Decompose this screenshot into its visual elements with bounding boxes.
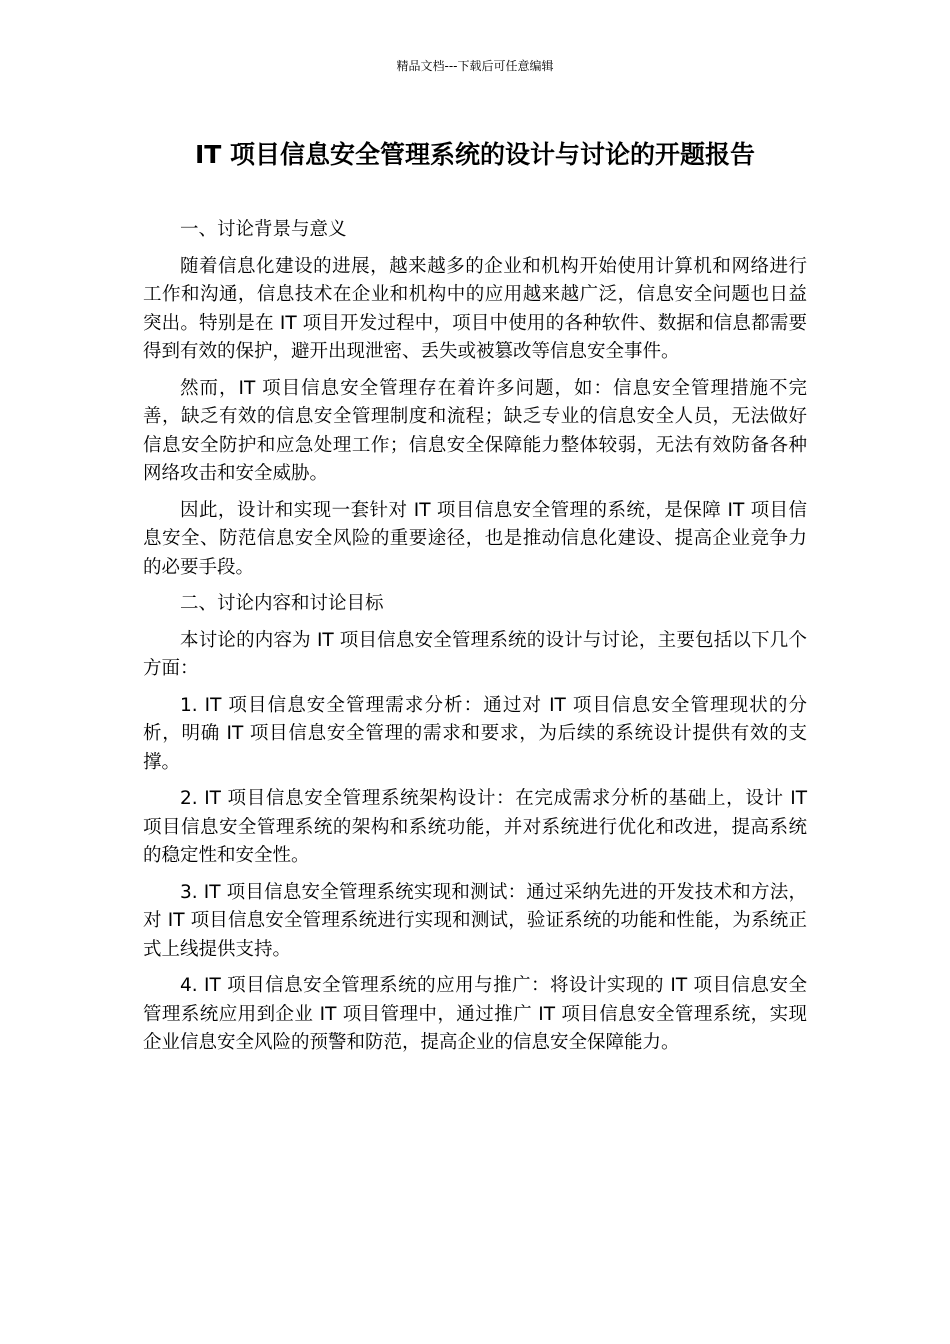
document-title: IT 项目信息安全管理系统的设计与讨论的开题报告	[194, 140, 756, 169]
paragraph-background-2: 然而，IT 项目信息安全管理存在着许多问题，如：信息安全管理措施不完善，缺乏有效的信息安全管理制度和流程；缺乏专业的信息安全人员，无法做好信息安全防护和应急处理工作；信息安全保障能力整体较弱，无法有效防备各种网络攻击和安全威胁。	[143, 377, 807, 484]
paragraph-background-1: 随着信息化建设的进展，越来越多的企业和机构开始使用计算机和网络进行工作和沟通，信息技术在企业和机构中的应用越来越广泛，信息安全问题也日益突出。特别是在 IT 项目开发过程中，项目中使用的各种软件、数据和信息都需要得到有效的保护，避开出现泄密、丢失或被篡改等信息安全事件。	[143, 255, 807, 362]
list-item-2: 2. IT 项目信息安全管理系统架构设计：在完成需求分析的基础上，设计 IT 项目信息安全管理系统的架构和系统功能，并对系统进行优化和改进，提高系统的稳定性和安全性。	[143, 788, 807, 866]
paragraph-content-intro: 本讨论的内容为 IT 项目信息安全管理系统的设计与讨论，主要包括以下几个方面：	[143, 629, 807, 679]
list-item-4: 4. IT 项目信息安全管理系统的应用与推广：将设计实现的 IT 项目信息安全管理系统应用到企业 IT 项目管理中，通过推广 IT 项目信息安全管理系统，实现企业信息安全风险的预警和防范，提高企业的信息安全保障能力。	[143, 975, 807, 1053]
document-body	[143, 216, 807, 1066]
list-item-3: 3. IT 项目信息安全管理系统实现和测试：通过采纳先进的开发技术和方法，对 IT 项目信息安全管理系统进行实现和测试，验证系统的功能和性能，为系统正式上线提供支持。	[143, 881, 807, 960]
section-heading-background: 一、讨论背景与意义	[180, 219, 347, 240]
section-heading-content: 二、讨论内容和讨论目标	[180, 593, 384, 614]
paragraph-background-3: 因此，设计和实现一套针对 IT 项目信息安全管理的系统，是保障 IT 项目信息安全、防范信息安全风险的重要途径，也是推动信息化建设、提高企业竞争力的必要手段。	[143, 499, 807, 578]
page-header: 精品文档---下载后可任意编辑	[396, 59, 554, 73]
list-item-1: 1. IT 项目信息安全管理需求分析：通过对 IT 项目信息安全管理现状的分析，明确 IT 项目信息安全管理的需求和要求，为后续的系统设计提供有效的支撑。	[143, 694, 807, 773]
